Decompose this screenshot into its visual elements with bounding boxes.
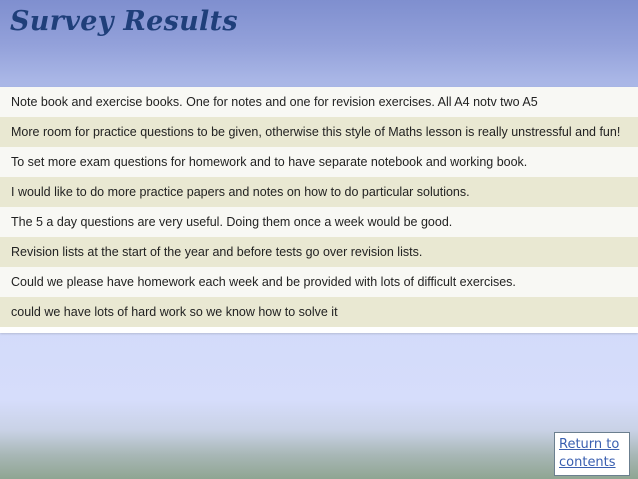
response-row: could we have lots of hard work so we know how to solve it xyxy=(0,297,638,327)
response-row: Revision lists at the start of the year and before tests go over revision lists. xyxy=(0,237,638,267)
response-row: Could we please have homework each week and be provided with lots of difficult exercises. xyxy=(0,267,638,297)
return-to-contents-link[interactable]: Return to contents xyxy=(554,432,630,476)
survey-responses-table xyxy=(0,87,638,333)
slide-title: Survey Results xyxy=(10,6,238,37)
response-row: To set more exam questions for homework and to have separate notebook and working book. xyxy=(0,147,638,177)
response-row: The 5 a day questions are very useful. Doing them once a week would be good. xyxy=(0,207,638,237)
response-row: I would like to do more practice papers and notes on how to do particular solutions. xyxy=(0,177,638,207)
response-row: Note book and exercise books. One for notes and one for revision exercises. All A4 notv two A5 xyxy=(0,87,638,117)
response-row: More room for practice questions to be given, otherwise this style of Maths lesson is really unstressful and fun! xyxy=(0,117,638,147)
